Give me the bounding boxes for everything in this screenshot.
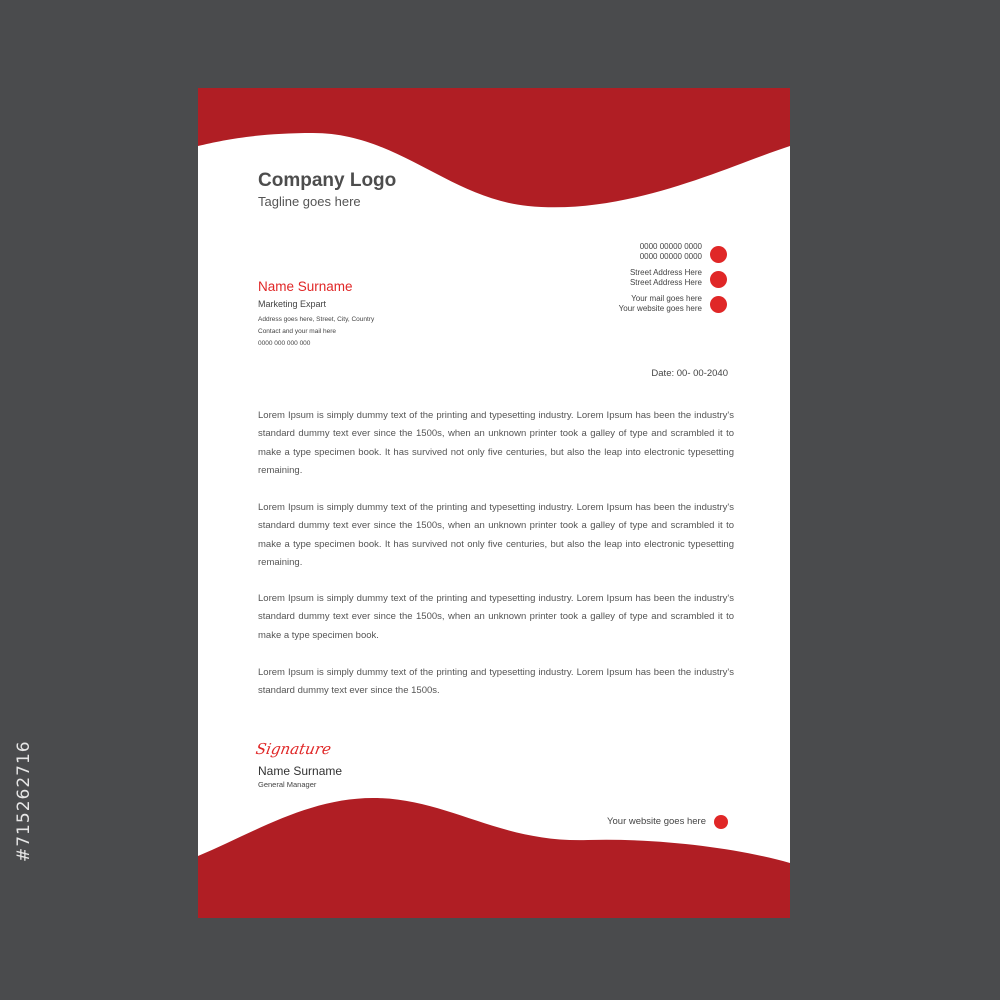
signer-title: General Manager — [258, 780, 317, 789]
contact-street-1: Street Address Here — [629, 268, 702, 277]
letter-date: Date: 00- 00-2040 — [651, 368, 728, 379]
web-icon — [714, 815, 728, 829]
contact-website: Your website goes here — [618, 304, 702, 313]
company-logo: Company Logo — [258, 170, 397, 191]
chat-icon — [710, 246, 727, 263]
company-tagline: Tagline goes here — [258, 194, 361, 209]
letterhead-page — [198, 88, 790, 918]
body-paragraph-4: Lorem Ipsum is simply dummy text of the printing and typesetting industry. Lorem Ipsum has been the industry's standard dummy text ever since the 1500s. — [258, 667, 734, 697]
sender-phone: 0000 000 000 000 — [258, 340, 311, 347]
body-paragraph-3: Lorem Ipsum is simply dummy text of the printing and typesetting industry. Lorem Ipsum has been the industry's standard dummy text ever since the 1500s, when an unknown printer took a galley of type and scrambled it to make a type specimen book. — [258, 593, 734, 641]
contact-street-2: Street Address Here — [629, 278, 702, 287]
contact-phone-2: 0000 00000 0000 — [639, 252, 702, 261]
sender-address: Address goes here, Street, City, Country — [258, 316, 375, 323]
location-icon — [710, 271, 727, 288]
mail-icon — [710, 296, 727, 313]
stock-id: #715262716 — [14, 740, 34, 862]
sender-title: Marketing Expart — [258, 299, 327, 309]
sender-name: Name Surname — [258, 279, 353, 294]
signer-name: Name Surname — [258, 764, 343, 778]
sender-contact: Contact and your mail here — [258, 328, 337, 335]
contact-mail: Your mail goes here — [631, 294, 702, 303]
body-paragraph-2: Lorem Ipsum is simply dummy text of the printing and typesetting industry. Lorem Ipsum has been the industry's standard dummy text ever since the 1500s, when an unknown printer took a galley of type and scrambled it to make a type specimen book. It has survived not only five centuries, but also the leap into electronic typesetting remaining. — [258, 502, 734, 568]
footer-website: Your website goes here — [607, 816, 706, 827]
contact-phone-1: 0000 00000 0000 — [639, 242, 702, 251]
signature: Signature — [254, 740, 333, 758]
body-paragraph-1: Lorem Ipsum is simply dummy text of the printing and typesetting industry. Lorem Ipsum has been the industry's standard dummy text ever since the 1500s, when an unknown printer took a galley of type and scrambled it to make a type specimen book. It has survived not only five centuries, but also the leap into electronic typesetting remaining. — [258, 410, 734, 476]
